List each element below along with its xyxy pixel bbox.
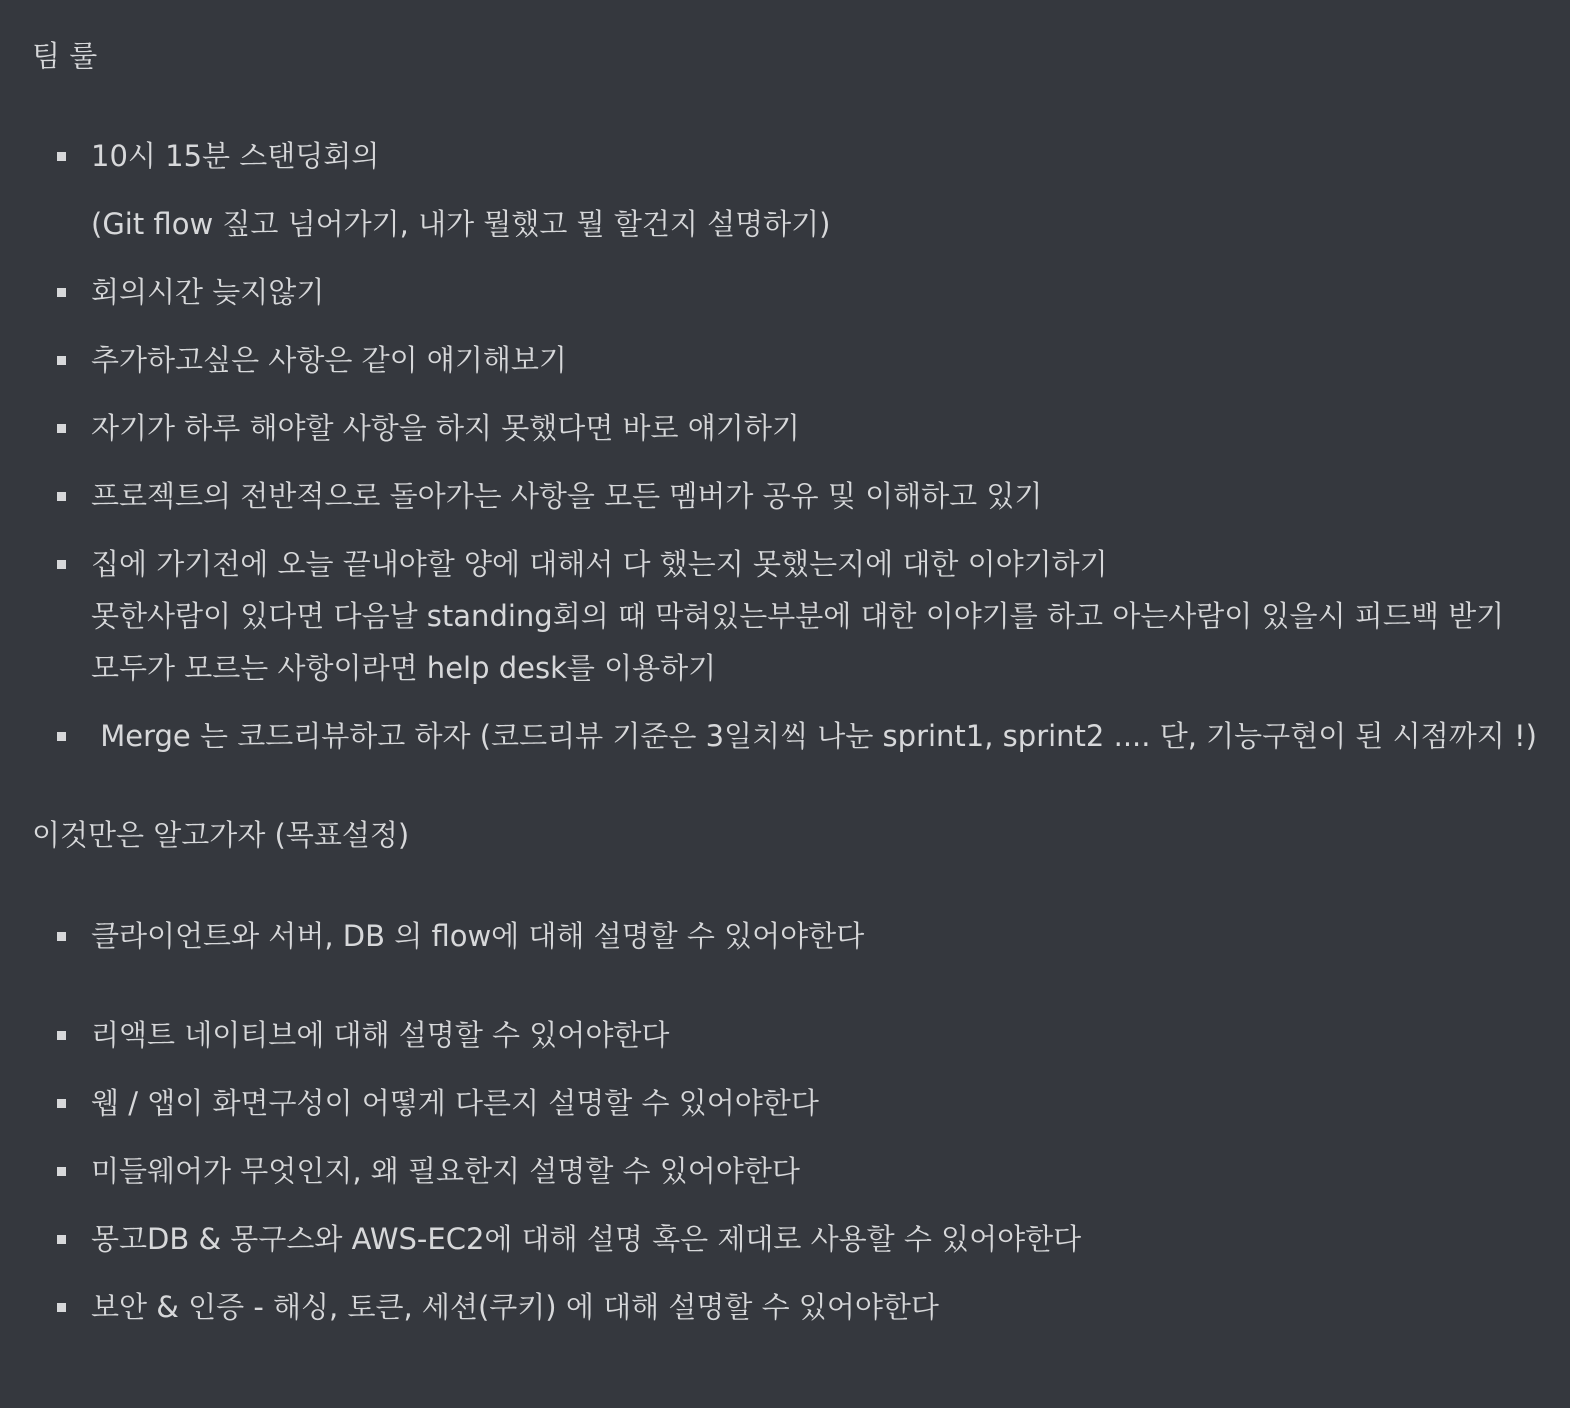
list-item xyxy=(0,1015,1570,1055)
bullet-icon xyxy=(57,560,66,569)
bullet-icon xyxy=(57,1303,66,1312)
bullet-icon xyxy=(57,356,66,365)
list-item-text: 모두가 모르는 사항이라면 help desk를 이용하기 xyxy=(91,651,717,685)
list-item xyxy=(0,136,1570,176)
bullet-icon xyxy=(57,288,66,297)
list-item xyxy=(0,1219,1570,1259)
list-item-text: (Git flow 짚고 넘어가기, 내가 뭘했고 뭘 할건지 설명하기) xyxy=(91,207,831,241)
list-item-text: 보안 & 인증 - 해싱, 토큰, 세션(쿠키) 에 대해 설명할 수 있어야한다 xyxy=(91,1290,939,1324)
bullet-icon xyxy=(57,1235,66,1244)
list-item-text: 미들웨어가 무엇인지, 왜 필요한지 설명할 수 있어야한다 xyxy=(91,1154,800,1188)
list-item xyxy=(0,1083,1570,1123)
list-item-text: Merge 는 코드리뷰하고 하자 (코드리뷰 기준은 3일치씩 나눈 sprint1, sprint2 .... 단, 기능구현이 된 시점까지 !) xyxy=(91,719,1537,753)
list-item xyxy=(0,340,1570,380)
list-item xyxy=(0,544,1570,688)
bullet-icon xyxy=(57,1167,66,1176)
bullet-icon xyxy=(57,152,66,161)
list-item xyxy=(0,916,1570,956)
list-item-text: 프로젝트의 전반적으로 돌아가는 사항을 모든 멤버가 공유 및 이해하고 있기 xyxy=(91,479,1043,513)
list-item xyxy=(0,476,1570,516)
list-item-text: 클라이언트와 서버, DB 의 flow에 대해 설명할 수 있어야한다 xyxy=(91,919,865,953)
bullet-icon xyxy=(57,1099,66,1108)
list-item-continuation xyxy=(0,204,1570,244)
list-item-text: 자기가 하루 해야할 사항을 하지 못했다면 바로 얘기하기 xyxy=(91,411,800,445)
list-item-text: 몽고DB & 몽구스와 AWS-EC2에 대해 설명 혹은 제대로 사용할 수 있어야한다 xyxy=(91,1222,1082,1256)
list-item-text: 추가하고싶은 사항은 같이 얘기해보기 xyxy=(91,343,567,377)
list-item xyxy=(0,1287,1570,1327)
list-item xyxy=(0,1151,1570,1191)
list-item xyxy=(0,408,1570,448)
list-item-text: 못한사람이 있다면 다음날 standing회의 때 막혀있는부분에 대한 이야기를 하고 아는사람이 있을시 피드백 받기 xyxy=(91,599,1505,633)
list-item-text: 10시 15분 스탠딩회의 xyxy=(91,139,380,173)
list-item-text: 웹 / 앱이 화면구성이 어떻게 다른지 설명할 수 있어야한다 xyxy=(91,1086,819,1120)
bullet-icon xyxy=(57,1031,66,1040)
list-item-text: 집에 가기전에 오늘 끝내야할 양에 대해서 다 했는지 못했는지에 대한 이야기하기 xyxy=(91,547,1108,581)
list-item xyxy=(0,716,1570,756)
list-item xyxy=(0,272,1570,312)
team-rules-heading: 팀 룰 xyxy=(32,39,98,73)
list-item-text: 회의시간 늦지않기 xyxy=(91,275,325,309)
goals-heading: 이것만은 알고가자 (목표설정) xyxy=(32,818,410,852)
bullet-icon xyxy=(57,424,66,433)
list-item-text: 리액트 네이티브에 대해 설명할 수 있어야한다 xyxy=(91,1018,670,1052)
bullet-icon xyxy=(57,492,66,501)
bullet-icon xyxy=(57,932,66,941)
bullet-icon xyxy=(57,732,66,741)
